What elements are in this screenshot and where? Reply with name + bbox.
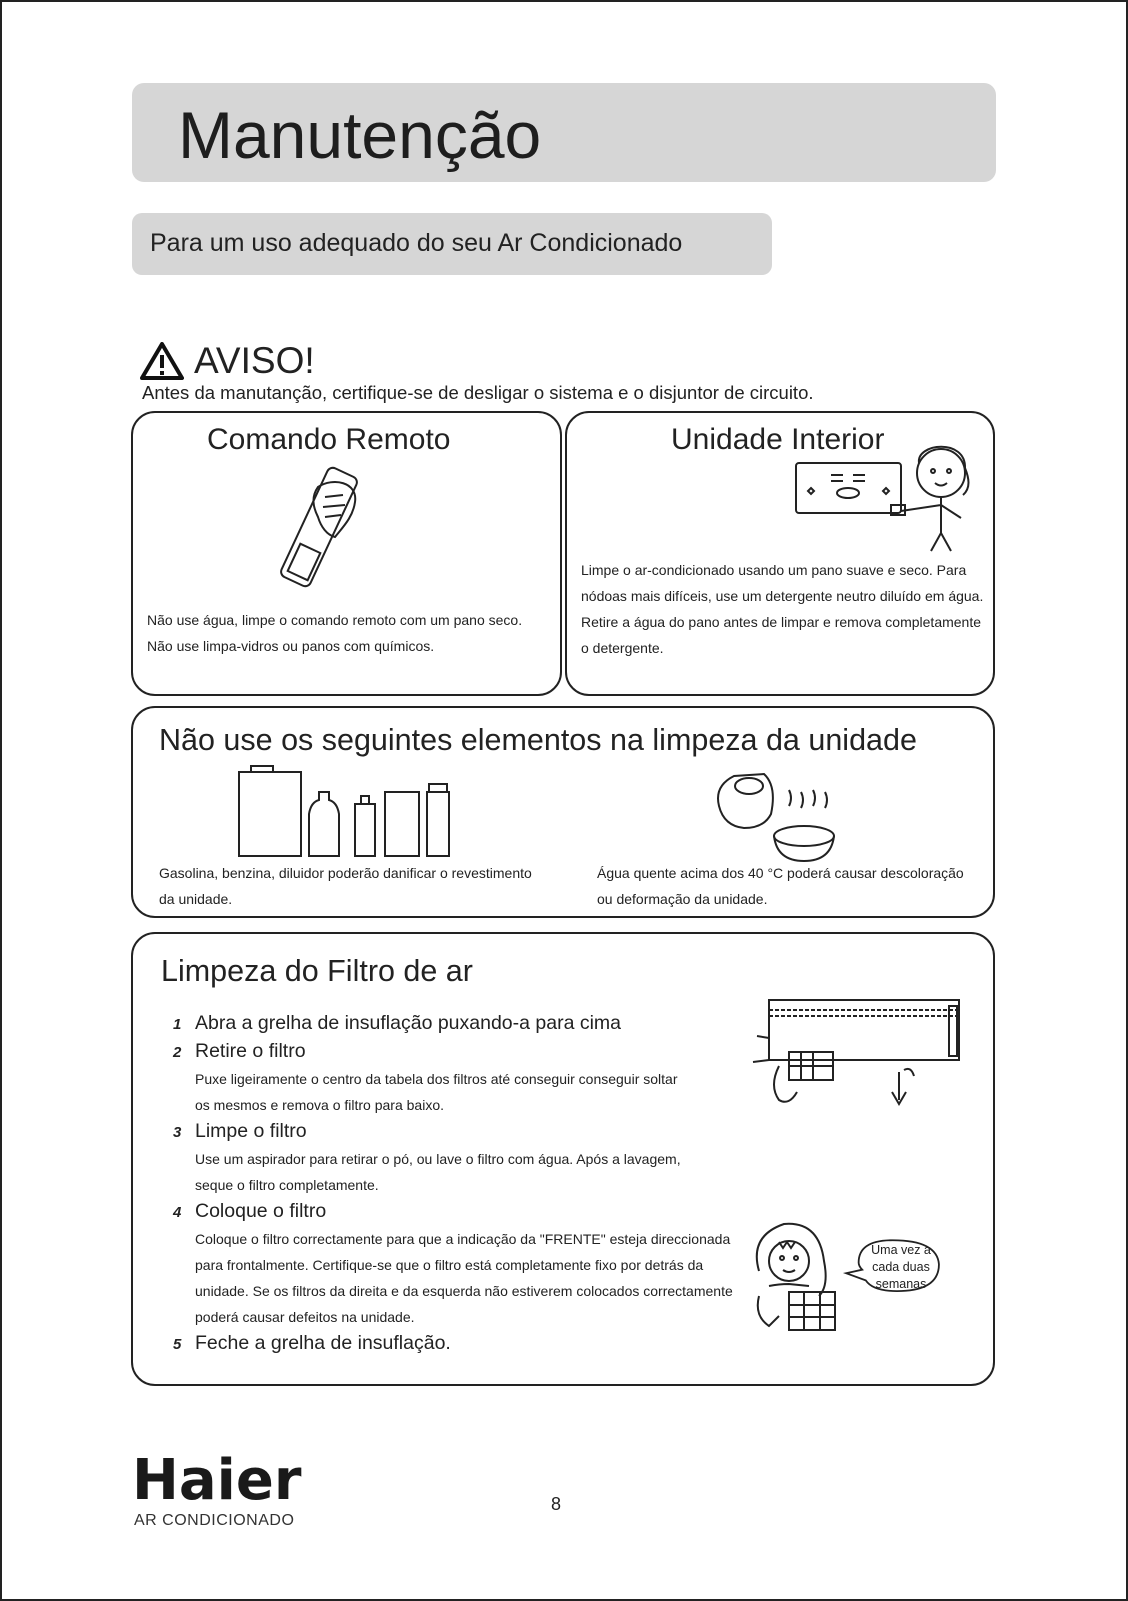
step-number: 4: [173, 1204, 182, 1221]
warning-label: AVISO!: [194, 340, 315, 381]
indoor-unit-girl-icon: [791, 433, 991, 553]
title-bar: [132, 83, 996, 182]
chemical-containers-icon: [237, 764, 457, 859]
indoor-text: Limpe o ar-condicionado usando um pano suave e seco. Para nódoas mais difíceis, use um detergente neutro diluído em água. Retire a água do pano antes de limpar e remova completamente o detergente.: [581, 562, 984, 656]
warning-triangle-icon: [140, 342, 184, 380]
do-not-use-right-text: Água quente acima dos 40 °C poderá causar descoloração ou deformação da unidade.: [597, 865, 964, 907]
step-label: Abra a grelha de insuflação puxando-a para cima: [195, 1012, 622, 1034]
filter-box: [131, 932, 995, 1386]
step-detail: Puxe ligeiramente o centro da tabela dos filtros até conseguir conseguir soltar os mesmos e remova o filtro para baixo.: [195, 1071, 678, 1113]
warning-heading: [140, 340, 315, 382]
step-label: Coloque o filtro: [195, 1200, 327, 1222]
indoor-box: [565, 411, 995, 696]
filter-step: [173, 1198, 733, 1330]
filter-step: [173, 1010, 733, 1038]
step-number: 1: [173, 1016, 182, 1033]
do-not-use-title: Não use os seguintes elementos na limpeza da unidade: [159, 723, 917, 757]
speech-bubble-text: Uma vez a cada duas semanas: [871, 1243, 931, 1291]
page-title: Manutenção: [178, 98, 542, 172]
step-number: 3: [173, 1124, 182, 1141]
remote-cleaning-icon: [263, 457, 383, 607]
do-not-use-left-text: Gasolina, benzina, diluidor poderão danificar o revestimento da unidade.: [159, 865, 532, 907]
haier-logo: Haier: [132, 1448, 302, 1513]
remote-box: [131, 411, 562, 696]
filter-title: Limpeza do Filtro de ar: [161, 954, 473, 988]
step-detail: Use um aspirador para retirar o pó, ou lave o filtro com água. Após a lavagem, seque o filtro completamente.: [195, 1151, 681, 1193]
page-number: 8: [551, 1494, 562, 1514]
filter-removal-icon: [749, 996, 969, 1116]
step-label: Retire o filtro: [195, 1040, 306, 1062]
speech-bubble: [853, 1234, 945, 1294]
filter-step: [173, 1038, 733, 1118]
step-label: Limpe o filtro: [195, 1120, 307, 1142]
hot-water-kettle-icon: [709, 766, 849, 866]
step-number: 5: [173, 1336, 182, 1353]
page-subtitle: Para um uso adequado do seu Ar Condicionado: [150, 229, 683, 257]
remote-text: Não use água, limpe o comando remoto com um pano seco. Não use limpa-vidros ou panos com químicos.: [147, 612, 523, 654]
filter-step: [173, 1330, 733, 1358]
filter-steps: [173, 1010, 733, 1358]
step-detail: Coloque o filtro correctamente para que a indicação da "FRENTE" esteja direccionada para frontalmente. Certifique-se que o filtro está completamente fixo por detrás da unidade. Se os filtros da direita e da esquerda não estiverem colocados correctamente poderá causar defeitos na unidade.: [195, 1231, 733, 1325]
warning-text: Antes da manutanção, certifique-se de desligar o sistema e o disjuntor de circuito.: [142, 382, 814, 403]
remote-title: Comando Remoto: [207, 423, 451, 456]
step-label: Feche a grelha de insuflação.: [195, 1332, 451, 1354]
do-not-use-box: [131, 706, 995, 918]
step-number: 2: [173, 1044, 182, 1061]
haier-logo-subtitle: AR CONDICIONADO: [134, 1512, 295, 1529]
subtitle-bar: [132, 213, 772, 275]
indoor-title: Unidade Interior: [671, 423, 885, 456]
filter-step: [173, 1118, 733, 1198]
